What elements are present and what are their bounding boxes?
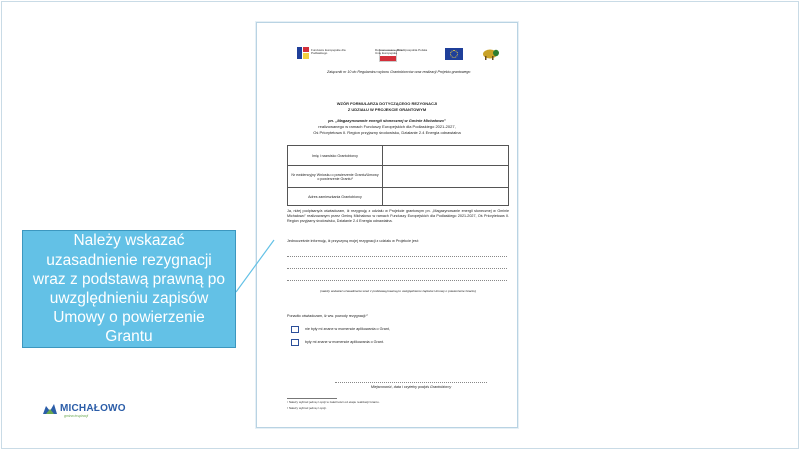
table-row	[288, 166, 509, 188]
fe-logo-icon	[297, 47, 309, 59]
table-label: Nr ewidencyjny Wniosku o powierzenie Grantu/Umowy o powierzenie Grantu¹	[288, 166, 383, 188]
table-value-cell[interactable]	[383, 166, 509, 188]
table-label: Adres zamieszkania Grantobiorcy	[288, 188, 383, 206]
reason-intro: Jednocześnie informuję, iż przyczyną mojej rezygnacji z udziału w Projekcie jest:	[287, 239, 419, 243]
table-label: Imię i nazwisko Grantobiorcy	[288, 146, 383, 166]
brand-name: MICHAŁOWO	[60, 403, 126, 414]
option-checkbox-not-known[interactable]	[291, 326, 299, 333]
reasons-statement: Ponadto oświadczam, iż ww. powody rezygnacji:²	[287, 314, 368, 318]
option-known-label: były mi znane w momencie aplikowania o Grant.	[305, 340, 384, 344]
callout-leader-line	[236, 238, 276, 294]
form-title-line1: WZÓR FORMULARZA DOTYCZĄCEGO REZYGNACJI	[336, 101, 438, 106]
option-not-known-label: nie były mi znane w momencie aplikowania o Grant,	[305, 327, 390, 331]
program-line1: realizowanego w ramach Funduszy Europejskich dla Podlaskiego 2021-2027,	[318, 124, 456, 129]
table-row	[288, 146, 509, 166]
michalowo-logo	[42, 401, 126, 421]
option-checkbox-known[interactable]	[291, 339, 299, 346]
grantee-data-table	[287, 145, 509, 206]
reason-line[interactable]	[287, 256, 507, 257]
footnote-1: ¹ Należy wybrać jedną z opcji w zależności od etapu realizacji Grantu.	[287, 400, 380, 404]
callout-box	[22, 230, 236, 348]
footnote-2: ² Należy wybrać jedną z opcji.	[287, 406, 327, 410]
footnote-divider	[287, 398, 337, 399]
table-row	[288, 188, 509, 206]
fe-logo-text: Fundusze Europejskie dla Podlaskiego	[311, 48, 346, 56]
reason-line[interactable]	[287, 268, 507, 269]
michalowo-emblem-icon	[42, 402, 58, 416]
project-name: pn. „Magazynowanie energii słonecznej w Gminie Michałowo”	[328, 118, 446, 123]
signature-line[interactable]	[335, 382, 487, 383]
brand-tagline: gmina inspiracji	[64, 414, 89, 418]
podlaskie-bison-icon	[481, 47, 501, 61]
declaration-text: Ja, niżej podpisany/a oświadczam, iż rezygnuję z udziału w Projekcie grantowym pn. „Magazynowanie energii słonecznej w Gminie Michałowo” realizowanym przez Gminę Michałowo w ramach Funduszy Europejskich dla Podlaskiego 2021-2027, Oś Priorytetowa II. Region przyjazny środowisku, Działanie 2.4 Energia odnawialna.	[287, 209, 509, 223]
table-value-cell[interactable]	[383, 188, 509, 206]
signature-caption: Miejscowość, data i czytelny podpis Grantobiorcy	[370, 385, 452, 389]
reason-line[interactable]	[287, 280, 507, 281]
eu-flag-icon	[445, 48, 463, 60]
callout-text: Należy wskazać uzasadnienie rezygnacji wraz z podstawą prawną po uwzględnieniu zapisów Umowy o powierzenie Grantu	[32, 232, 226, 346]
reason-note: (należy wskazać uzasadnienie wraz z podstawą prawną po uwzględnieniu zapisów Umowy o powierzenie Grantu)	[320, 289, 476, 293]
table-value-cell[interactable]	[383, 146, 509, 166]
eu-logo-text: Dofinansowane przez Unię Europejską	[375, 48, 404, 56]
annex-note: Załącznik nr 10 do Regulaminu wyboru Grantobiorców oraz realizacji Projektu grantowego	[327, 70, 471, 74]
document-page	[256, 22, 518, 428]
form-title-line2: Z UDZIAŁU W PROJEKCIE GRANTOWYM	[347, 107, 427, 112]
program-line2: Oś Priorytetowa II. Region przyjazny środowisku, Działanie 2.4 Energia odnawialna	[313, 130, 461, 135]
pl-logo-text: Rzeczpospolita Polska	[397, 48, 428, 52]
